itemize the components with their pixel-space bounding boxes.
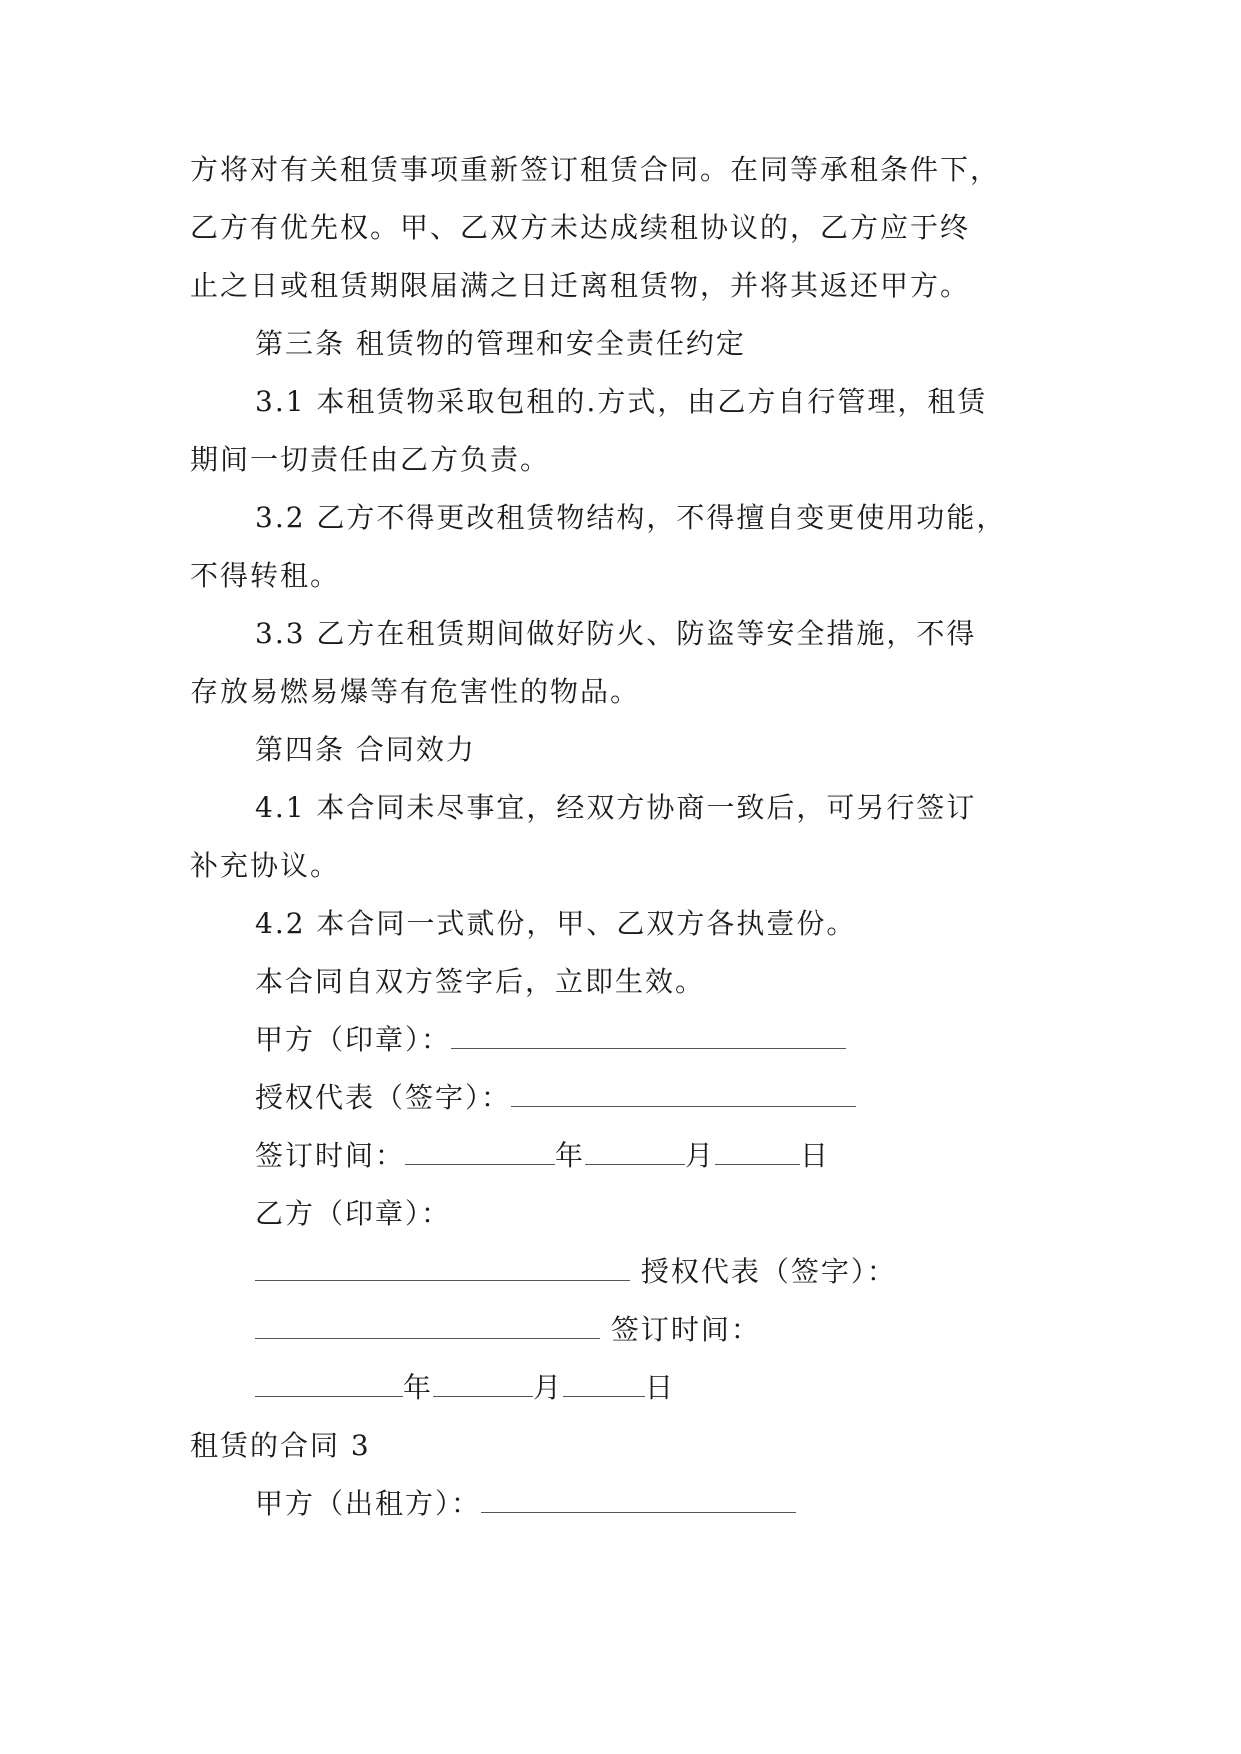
party-b-rep-label: 授权代表（签字）： bbox=[640, 1255, 897, 1288]
party-b-rep-blank[interactable] bbox=[255, 1316, 600, 1339]
month-label: 月 bbox=[685, 1139, 716, 1172]
paragraph-line: 4.1 本合同未尽事宜，经双方协商一致后，可另行签订 bbox=[255, 791, 977, 824]
party-b-seal-label: 乙方（印章）： bbox=[255, 1197, 452, 1230]
day-label: 日 bbox=[645, 1371, 676, 1404]
year-label: 年 bbox=[403, 1371, 434, 1404]
paragraph-line: 本合同自双方签字后，立即生效。 bbox=[255, 965, 706, 998]
lessor-row bbox=[255, 1484, 796, 1524]
party-b-month-blank[interactable] bbox=[433, 1374, 533, 1397]
paragraph-line: 补充协议。 bbox=[190, 849, 341, 882]
party-a-rep-blank[interactable] bbox=[511, 1084, 856, 1107]
paragraph-line: 方将对有关租赁事项重新签订租赁合同。在同等承租条件下， bbox=[190, 153, 1001, 186]
article-4-heading: 第四条 合同效力 bbox=[255, 733, 476, 766]
paragraph-line: 4.2 本合同一式贰份，甲、乙双方各执壹份。 bbox=[255, 907, 857, 940]
article-3-heading: 第三条 租赁物的管理和安全责任约定 bbox=[255, 327, 746, 360]
party-b-date-label: 签订时间： bbox=[610, 1313, 761, 1346]
paragraph-line: 不得转租。 bbox=[190, 559, 341, 592]
paragraph-line: 期间一切责任由乙方负责。 bbox=[190, 443, 551, 476]
paragraph-line: 止之日或租赁期限届满之日迁离租赁物，并将其返还甲方。 bbox=[190, 269, 971, 302]
party-b-day-blank[interactable] bbox=[563, 1374, 645, 1397]
lessor-blank[interactable] bbox=[481, 1490, 796, 1513]
party-b-rep-row bbox=[255, 1252, 897, 1292]
day-label: 日 bbox=[800, 1139, 831, 1172]
party-b-seal-row bbox=[255, 1194, 451, 1234]
party-a-year-blank[interactable] bbox=[405, 1142, 555, 1165]
paragraph-line: 乙方有优先权。甲、乙双方未达成续租协议的，乙方应于终 bbox=[190, 211, 971, 244]
party-b-date-row bbox=[255, 1310, 761, 1350]
party-a-rep-label: 授权代表（签字）： bbox=[255, 1081, 512, 1114]
party-a-seal-blank[interactable] bbox=[451, 1026, 846, 1049]
party-a-seal-label: 甲方（印章）： bbox=[255, 1023, 452, 1056]
lessor-label: 甲方（出租方）： bbox=[255, 1487, 482, 1520]
year-label: 年 bbox=[555, 1139, 586, 1172]
party-a-seal-row bbox=[255, 1020, 846, 1060]
party-b-year-blank[interactable] bbox=[255, 1374, 403, 1397]
party-a-rep-row bbox=[255, 1078, 856, 1118]
paragraph-line: 3.1 本租赁物采取包租的.方式，由乙方自行管理，租赁 bbox=[255, 385, 988, 418]
party-a-day-blank[interactable] bbox=[715, 1142, 800, 1165]
party-a-month-blank[interactable] bbox=[585, 1142, 685, 1165]
paragraph-line: 存放易燃易爆等有危害性的物品。 bbox=[190, 675, 641, 708]
party-b-date-fields-row bbox=[255, 1368, 675, 1408]
next-contract-title: 租赁的合同 3 bbox=[190, 1429, 371, 1462]
party-a-date-label: 签订时间： bbox=[255, 1139, 406, 1172]
paragraph-line: 3.3 乙方在租赁期间做好防火、防盗等安全措施，不得 bbox=[255, 617, 977, 650]
month-label: 月 bbox=[533, 1371, 564, 1404]
party-a-date-row bbox=[255, 1136, 830, 1176]
party-b-seal-blank[interactable] bbox=[255, 1258, 630, 1281]
paragraph-line: 3.2 乙方不得更改租赁物结构，不得擅自变更使用功能， bbox=[255, 501, 1007, 534]
